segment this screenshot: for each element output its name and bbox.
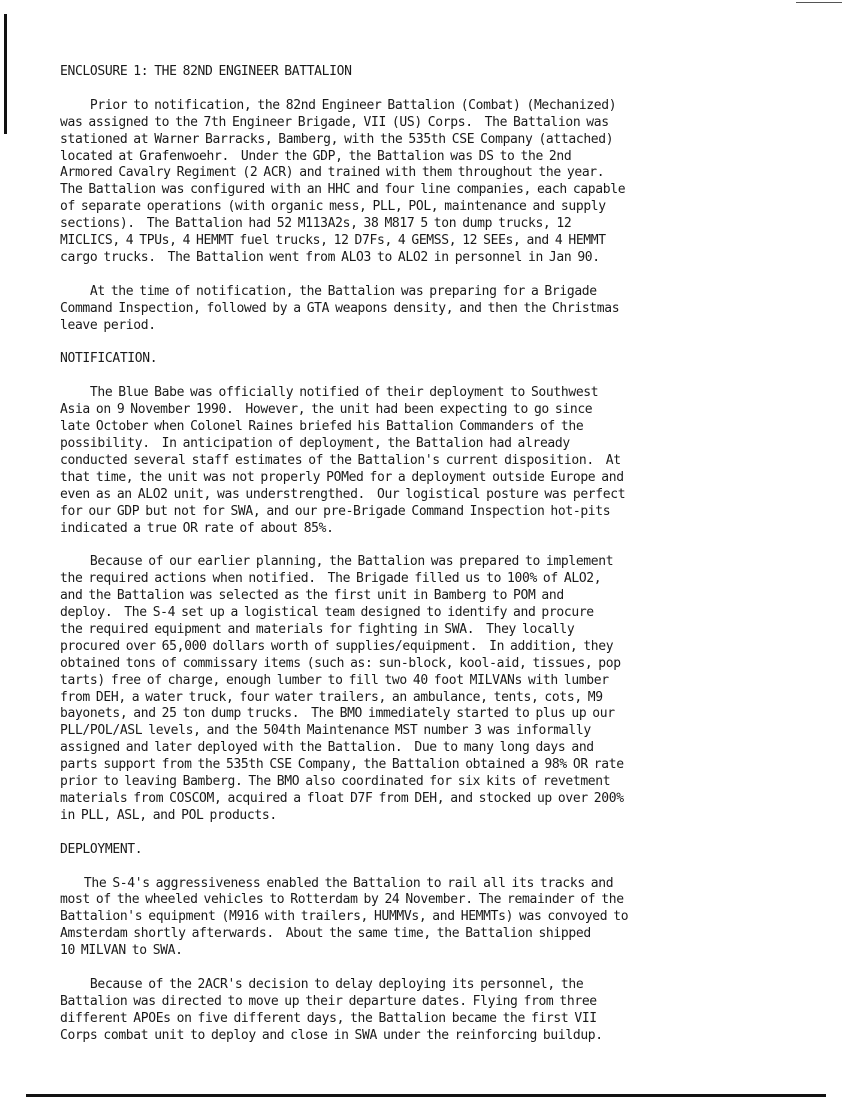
text-line: Because of the 2ACR's decision to delay deploying its personnel, the [60, 977, 584, 993]
text-line: procured over 65,000 dollars worth of supplies/equipment. In addition, they [60, 638, 614, 654]
intro-section [60, 98, 840, 335]
text-line: and the Battalion was selected as the first unit in Bamberg to POM and [60, 588, 564, 604]
section-heading: NOTIFICATION. [60, 351, 158, 367]
text-line: was assigned to the 7th Engineer Brigade, VII (US) Corps. The Battalion was [60, 114, 609, 130]
text-line: leave period. [60, 317, 156, 333]
text-line: obtained tons of commissary items (such as: sun-block, kool-aid, tissues, pop [60, 655, 621, 671]
paragraph [60, 284, 840, 335]
text-line: Amsterdam shortly afterwards. About the same time, the Battalion shipped [60, 926, 591, 942]
text-line: deploy. The S-4 set up a logistical team designed to identify and procure [60, 605, 594, 621]
document-body [60, 64, 840, 1062]
text-line: materials from COSCOM, acquired a float D7F from DEH, and stocked up over 200% [60, 790, 624, 806]
text-line: indicated a true OR rate of about 85%. [60, 520, 334, 536]
text-line: At the time of notification, the Battalion was preparing for a Brigade [60, 283, 597, 299]
paragraph [60, 554, 840, 824]
text-line: possibility. In anticipation of deployment, the Battalion had already [60, 436, 570, 452]
text-line: sections). The Battalion had 52 M113A2s, 38 M817 5 ton dump trucks, 12 [60, 216, 572, 232]
text-line: the required actions when notified. The Brigade filled us to 100% of ALO2, [60, 571, 602, 587]
paragraph [60, 98, 840, 267]
text-line: the required equipment and materials for fighting in SWA. They locally [60, 621, 575, 637]
text-line: different APOEs on five different days, the Battalion became the first VII [60, 1010, 597, 1026]
scan-edge-mark [4, 14, 7, 134]
paragraph [60, 385, 840, 537]
text-line: parts support from the 535th CSE Company, the Battalion obtained a 98% OR rate [60, 757, 624, 773]
text-line: Because of our earlier planning, the Battalion was prepared to implement [60, 554, 614, 570]
text-line: prior to leaving Bamberg. The BMO also coordinated for six kits of revetment [60, 773, 611, 789]
text-line: Corps combat unit to deploy and close in SWA under the reinforcing buildup. [60, 1027, 603, 1043]
text-line: assigned and later deployed with the Battalion. Due to many long days and [60, 740, 594, 756]
text-line: conducted several staff estimates of the Battalion's current disposition. At [60, 452, 621, 468]
text-line: Battalion was directed to move up their departure dates. Flying from three [60, 993, 597, 1009]
text-line: The S-4's aggressiveness enabled the Battalion to rail all its tracks and [60, 875, 614, 891]
text-line: Command Inspection, followed by a GTA weapons density, and then the Christmas [60, 300, 620, 316]
text-line: 10 MILVAN to SWA. [60, 943, 183, 959]
paragraph [60, 876, 840, 960]
text-line: from DEH, a water truck, four water trailers, an ambulance, tents, cots, M9 [60, 689, 603, 705]
text-line: Battalion's equipment (M916 with trailers, HUMMVs, and HEMMTs) was convoyed to [60, 909, 629, 925]
scan-bottom-rule [26, 1094, 826, 1097]
text-line: Prior to notification, the 82nd Engineer Battalion (Combat) (Mechanized) [60, 97, 617, 113]
text-line: late October when Colonel Raines briefed his Battalion Commanders of the [60, 419, 584, 435]
scan-top-rule [796, 2, 842, 3]
text-line: that time, the unit was not properly POMed for a deployment outside Europe and [60, 469, 624, 485]
text-line: The Battalion was configured with an HHC and four line companies, each capable [60, 182, 626, 198]
text-line: for our GDP but not for SWA, and our pre-Brigade Command Inspection hot-pits [60, 503, 611, 519]
document-sections [60, 351, 840, 1044]
text-line: PLL/POL/ASL levels, and the 504th Maintenance MST number 3 was informally [60, 723, 591, 739]
enclosure-title: ENCLOSURE 1: THE 82ND ENGINEER BATTALION [60, 64, 352, 79]
text-line: bayonets, and 25 ton dump trucks. The BMO immediately started to plus up our [60, 706, 615, 722]
text-line: tarts) free of charge, enough lumber to fill two 40 foot MILVANs with lumber [60, 672, 609, 688]
text-line: in PLL, ASL, and POL products. [60, 807, 277, 823]
text-line: cargo trucks. The Battalion went from ALO3 to ALO2 in personnel in Jan 90. [60, 249, 600, 265]
text-line: The Blue Babe was officially notified of their deployment to Southwest [60, 385, 599, 401]
text-line: stationed at Warner Barracks, Bamberg, with the 535th CSE Company (attached) [60, 131, 614, 147]
text-line: located at Grafenwoehr. Under the GDP, the Battalion was DS to the 2nd [60, 148, 572, 164]
text-line: MICLICS, 4 TPUs, 4 HEMMT fuel trucks, 12 D7Fs, 4 GEMSS, 12 SEEs, and 4 HEMMT [60, 233, 606, 249]
paragraph [60, 977, 840, 1045]
text-line: Asia on 9 November 1990. However, the unit had been expecting to go since [60, 402, 593, 418]
text-line: of separate operations (with organic mess, PLL, POL, maintenance and supply [60, 199, 606, 215]
section-heading: DEPLOYMENT. [60, 841, 143, 857]
text-line: even as an ALO2 unit, was understrengthed. Our logistical posture was perfect [60, 486, 626, 502]
text-line: most of the wheeled vehicles to Rotterdam by 24 November. The remainder of the [60, 892, 624, 908]
text-line: Armored Cavalry Regiment (2 ACR) and trained with them throughout the year. [60, 165, 605, 181]
